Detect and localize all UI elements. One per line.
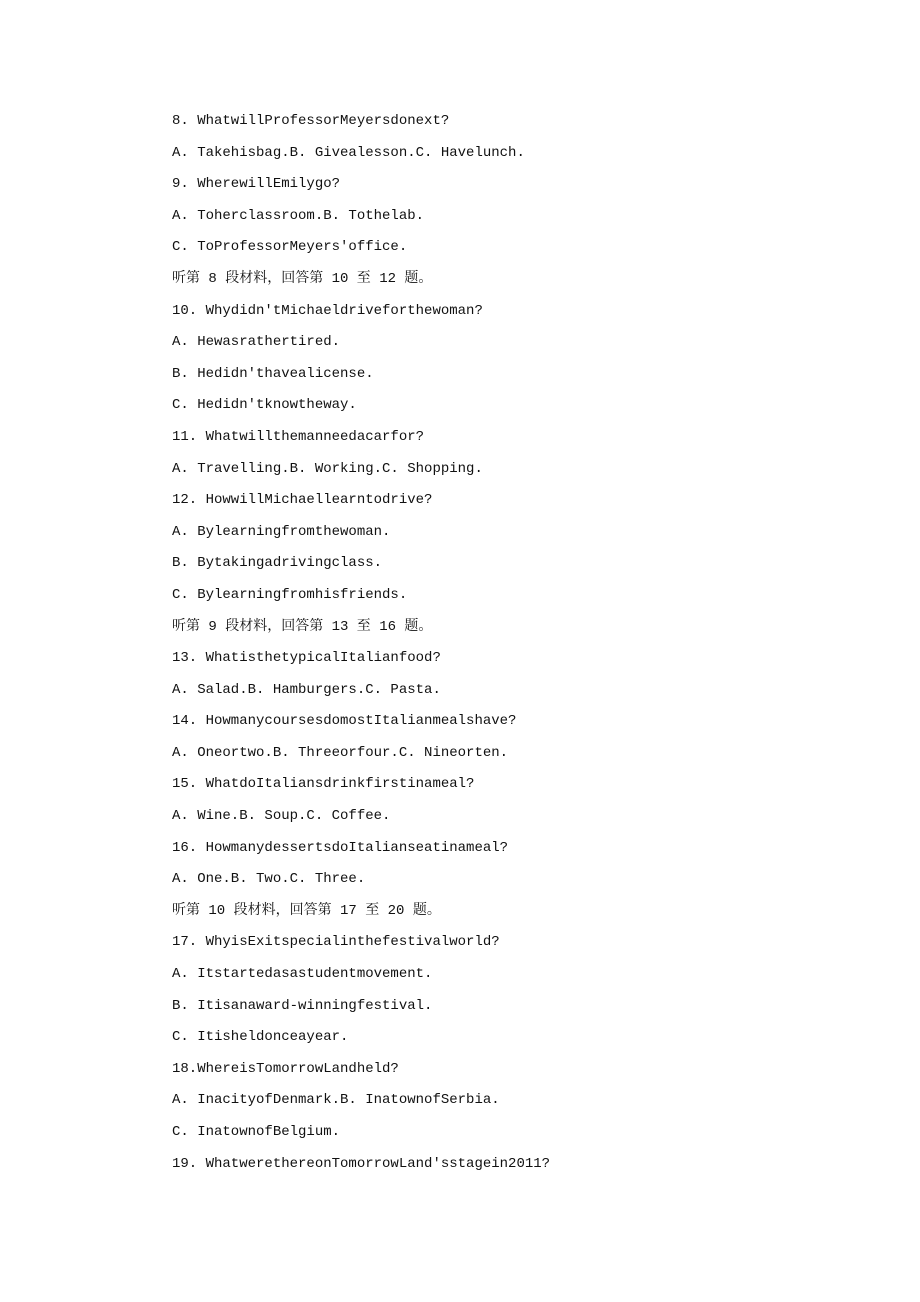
text-line: 听第 10 段材料，回答第 17 至 20 题。 <box>172 902 441 919</box>
text-line: 9. WherewillEmilygo? <box>172 176 341 193</box>
text-line: 17. WhyisExitspecialinthefestivalworld? <box>172 934 500 951</box>
text-line: A. Takehisbag.B. Givealesson.C. Havelunch. <box>172 144 525 161</box>
text-line: 19. WhatwerethereonTomorrowLand'sstagein2011? <box>172 1155 551 1172</box>
text-line: 16. HowmanydessertsdoItalianseatinameal? <box>172 839 509 856</box>
text-line: A. Oneortwo.B. Threeorfour.C. Nineorten. <box>172 744 509 761</box>
text-line: B. Itisanaward-winningfestival. <box>172 997 433 1014</box>
text-line: A. Toherclassroom.B. Tothelab. <box>172 207 425 224</box>
document-body <box>172 106 550 1180</box>
text-line: A. Itstartedasastudentmovement. <box>172 966 433 983</box>
text-line: 11. Whatwillthemanneedacarfor? <box>172 428 425 445</box>
text-line: 8. WhatwillProfessorMeyersdonext? <box>172 113 450 129</box>
text-line: A. Bylearningfromthewoman. <box>172 523 391 540</box>
text-line: A. Wine.B. Soup.C. Coffee. <box>172 808 391 825</box>
text-line: C. Itisheldonceayear. <box>172 1029 349 1046</box>
text-line: 听第 8 段材料，回答第 10 至 12 题。 <box>172 270 433 287</box>
text-line: C. InatownofBelgium. <box>172 1124 341 1140</box>
text-line: 18.WhereisTomorrowLandheld? <box>172 1060 399 1077</box>
text-line: C. Hedidn'tknowtheway. <box>172 397 357 414</box>
text-line: C. ToProfessorMeyers'office. <box>172 239 408 256</box>
text-line: A. InacityofDenmark.B. InatownofSerbia. <box>172 1092 500 1109</box>
text-line: 14. HowmanycoursesdomostItalianmealshave? <box>172 713 517 730</box>
text-line: A. Travelling.B. Working.C. Shopping. <box>172 460 483 477</box>
text-line: C. Bylearningfromhisfriends. <box>172 586 408 603</box>
text-line: 听第 9 段材料，回答第 13 至 16 题。 <box>172 618 433 635</box>
text-line: 13. WhatisthetypicalItalianfood? <box>172 650 441 667</box>
text-line: 12. HowwillMichaellearntodrive? <box>172 492 433 509</box>
text-line: 15. WhatdoItaliansdrinkfirstinameal? <box>172 776 475 793</box>
text-line: A. Hewasrathertired. <box>172 334 341 351</box>
text-line: A. One.B. Two.C. Three. <box>172 871 366 888</box>
text-line: B. Bytakingadrivingclass. <box>172 555 383 572</box>
text-line: 10. Whydidn'tMichaeldriveforthewoman? <box>172 302 483 319</box>
text-line: B. Hedidn'thavealicense. <box>172 365 374 382</box>
text-line: A. Salad.B. Hamburgers.C. Pasta. <box>172 681 441 698</box>
